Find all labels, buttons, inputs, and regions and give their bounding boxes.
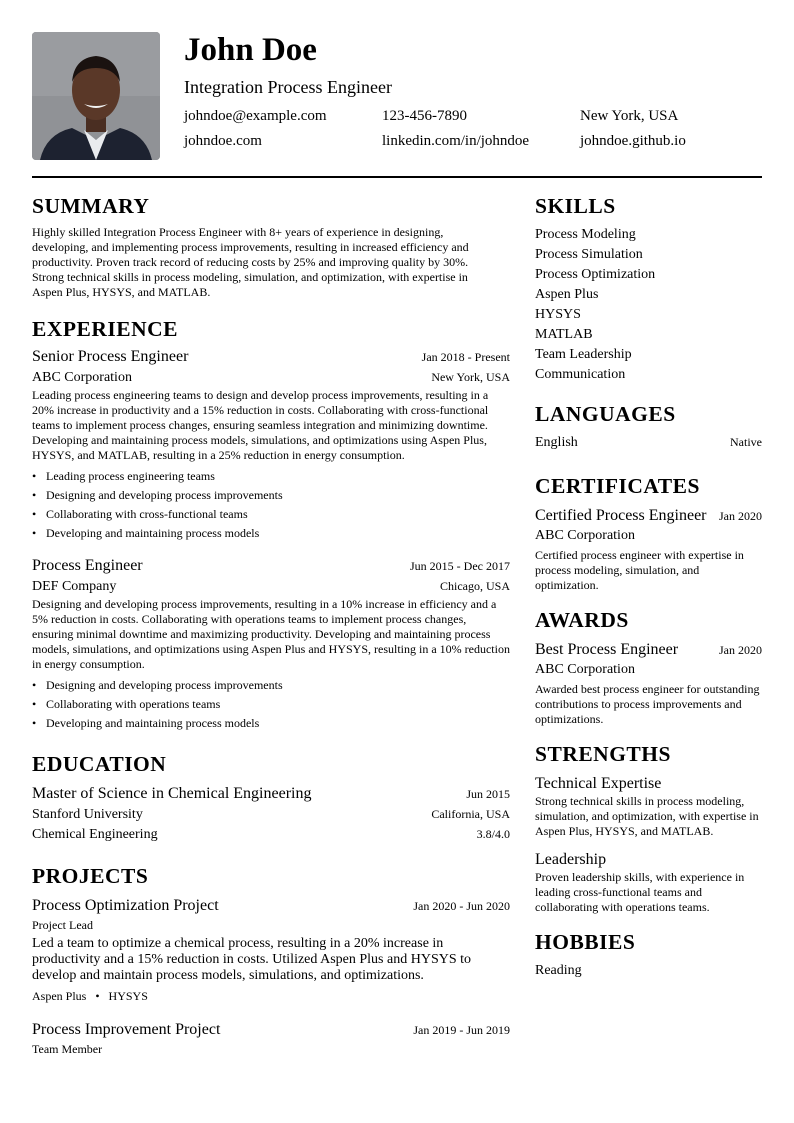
section-title: HOBBIES [535,930,636,954]
degree-name: Master of Science in Chemical Engineering [32,785,312,802]
award-description: Awarded best process engineer for outstanding contributions to process improvements and optimizations. [535,682,760,726]
skill-item: Process Modeling [535,227,636,242]
candidate-headline: Integration Process Engineer [184,77,392,97]
award-issuer: ABC Corporation [535,662,635,677]
list-item: • Designing and developing process improvements [32,486,510,505]
project-role: Team Member [32,1042,103,1056]
section-title: EXPERIENCE [32,317,178,341]
summary-section [32,193,510,300]
summary-text: Highly skilled Integration Process Engineer with 8+ years of experience in designing, developing, and implementing process improvements, resulting in increased efficiency and productivity. Proven track record of reducing costs by 25% and improving quality by 30%. Strong technical skills in process modeling, simulation, and optimization, with expertise in Aspen Plus, HYSYS, and MATLAB. [32,225,469,299]
job-dates: Jan 2018 - Present [421,350,510,364]
company-name: ABC Corporation [32,370,132,385]
separator: • [95,989,100,1003]
strength-description: Strong technical skills in process modeling, simulation, and optimization, with expertise in Aspen Plus, HYSYS, and MATLAB. [535,794,759,838]
award-name: Best Process Engineer [535,641,679,658]
job-location: New York, USA [431,370,510,384]
right-column [535,193,762,981]
location-text: New York, USA [580,108,679,124]
tool-tag: HYSYS [108,989,148,1003]
list-item: • Leading process engineering teams [32,467,510,486]
entry-header [32,895,510,916]
skill-item: Process Optimization [535,267,656,282]
skill-item: Communication [535,367,626,382]
list-item: • Designing and developing process improvements [32,676,510,695]
skill-item: Aspen Plus [535,287,599,302]
skill-item: Team Leadership [535,347,632,362]
certificate-date: Jan 2020 [719,509,762,523]
experience-entry [32,346,510,543]
phone-number[interactable]: 123-456-7890 [382,108,467,124]
certificate-name: Certified Process Engineer [535,507,707,524]
company-name: DEF Company [32,579,117,594]
entry-header [32,555,510,576]
website-link[interactable]: johndoe.com [184,133,262,149]
skill-item: HYSYS [535,307,581,322]
section-title: EDUCATION [32,752,167,776]
profile-photo [32,32,160,160]
award-date: Jan 2020 [719,643,762,657]
section-title: SUMMARY [32,194,150,218]
tool-tag: Aspen Plus [32,989,87,1003]
job-dates: Jun 2015 - Dec 2017 [410,559,510,573]
list-item: • Developing and maintaining process models [32,524,510,543]
job-bullets [32,676,510,733]
education-section [32,751,510,845]
skill-item: MATLAB [535,327,593,342]
entry-subheader [32,804,510,825]
hobbies-section [535,929,762,981]
project-name: Process Improvement Project [32,1021,221,1038]
linkedin-link[interactable]: linkedin.com/in/johndoe [382,133,530,149]
school-location: California, USA [431,807,510,821]
left-column [32,193,510,1058]
list-item: • Collaborating with cross-functional teams [32,505,510,524]
contact-info [184,108,784,158]
projects-section [32,863,510,1058]
awards-section [535,607,762,727]
entry-subheader [32,825,510,845]
entry-subheader [32,576,510,597]
graduation-date: Jun 2015 [466,787,510,801]
entry-header [32,1019,510,1040]
list-item: • Developing and maintaining process models [32,714,510,733]
certificate-issuer: ABC Corporation [535,528,635,543]
contact-row [184,133,784,158]
job-title: Process Engineer [32,557,143,574]
entry-header [535,505,762,526]
experience-entry [32,555,510,733]
job-title: Senior Process Engineer [32,348,189,365]
section-title: STRENGTHS [535,742,671,766]
strengths-section [535,741,762,915]
list-item: • Collaborating with operations teams [32,695,510,714]
project-description: Led a team to optimize a chemical process, resulting in a 20% increase in productivity and a 15% reduction in costs. Utilized Aspen Plus and HYSYS to develop and maintain process models, simulations, and optimizations. [32,936,472,983]
strength-name: Technical Expertise [535,775,662,792]
candidate-name: John Doe [184,32,317,68]
contact-row [184,108,784,133]
section-title: CERTIFICATES [535,474,700,498]
section-title: SKILLS [535,194,616,218]
strength-description: Proven leadership skills, with experience in leading cross-functional teams and collaborating with operations teams. [535,870,745,914]
certificate-description: Certified process engineer with expertise in process modeling, simulation, and optimization. [535,548,744,592]
field-of-study: Chemical Engineering [32,827,158,842]
strength-name: Leadership [535,851,607,868]
language-name: English [535,435,578,450]
header-divider [32,176,762,178]
certificates-section [535,473,762,593]
job-location: Chicago, USA [440,579,510,593]
hobby-item: Reading [535,963,582,978]
project-tools [32,987,510,1005]
skills-section [535,193,762,385]
entry-header [535,639,762,660]
job-bullets [32,467,510,543]
experience-section [32,316,510,733]
job-description: Designing and developing process improvements, resulting in a 10% increase in efficiency and a 5% reduction in costs. Collaborating with operations teams to implement process changes, ensuring minimal downtime and maximizing productivity. Developing and maintaining process models, simulations, and optimizations using Aspen Plus and HYSYS, resulting in a 10% reduction in energy consumption. [32,597,510,671]
section-title: PROJECTS [32,864,149,888]
github-link[interactable]: johndoe.github.io [580,133,686,149]
entry-subheader [32,367,510,388]
school-name: Stanford University [32,807,143,822]
project-entry [32,1019,510,1058]
entry-header [32,346,510,367]
project-dates: Jan 2019 - Jun 2019 [413,1023,510,1037]
email-link[interactable]: johndoe@example.com [184,108,327,124]
project-entry [32,895,510,1005]
project-name: Process Optimization Project [32,897,219,914]
job-description: Leading process engineering teams to design and develop process improvements, resulting in a 20% increase in productivity and a 15% reduction in costs. Collaborating with cross-functional teams to implement process changes, ensuring seamless integration and minimizing downtime. Developing and maintaining process models, simulations, and optimizations using Aspen Plus, HYSYS, and MATLAB, resulting in a 25% reduction in energy consumption. [32,388,489,462]
gpa-value: 3.8/4.0 [476,827,510,841]
section-title: LANGUAGES [535,402,676,426]
project-dates: Jan 2020 - Jun 2020 [413,899,510,913]
section-title: AWARDS [535,608,629,632]
language-level: Native [730,435,762,449]
languages-section [535,401,762,453]
skill-item: Process Simulation [535,247,643,262]
language-row [535,433,762,453]
entry-header [32,783,510,804]
project-role: Project Lead [32,918,93,932]
